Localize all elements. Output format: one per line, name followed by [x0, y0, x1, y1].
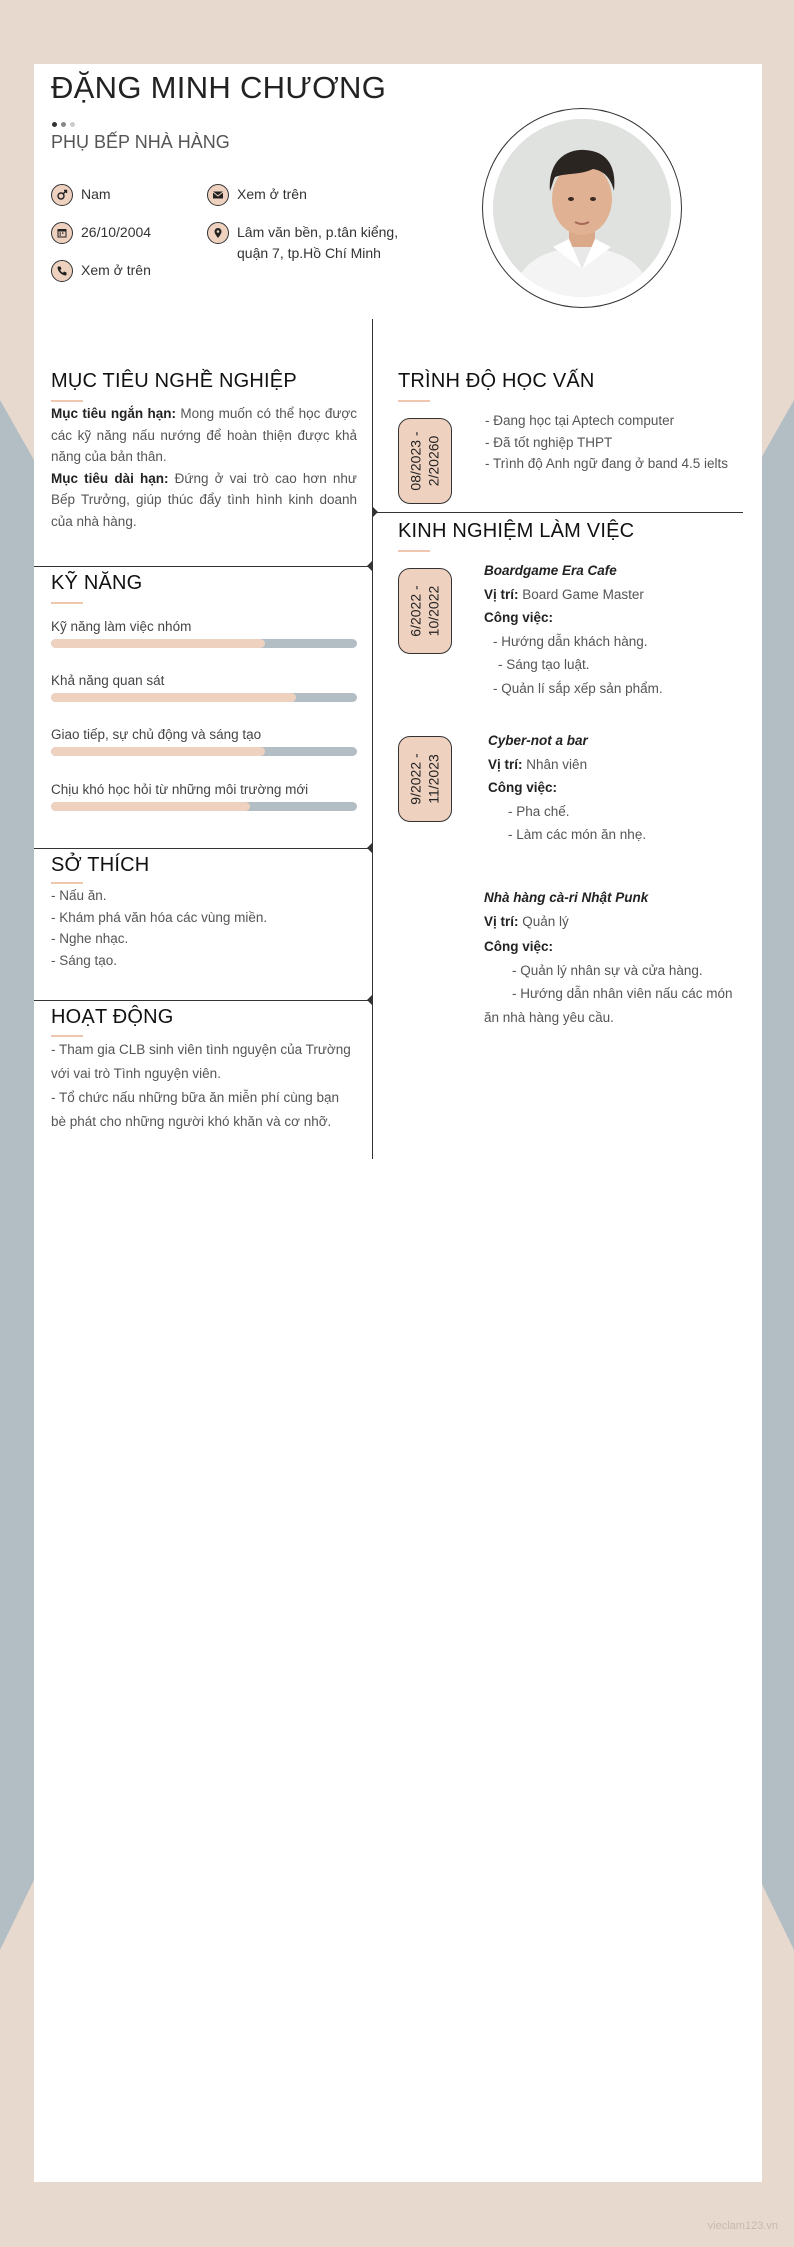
skill-bar	[51, 802, 357, 811]
duty-item: - Pha chế.	[508, 803, 570, 819]
divider-hobbies	[34, 848, 372, 849]
gender-value: Nam	[81, 186, 111, 202]
duty-item: - Làm các món ăn nhẹ.	[508, 827, 647, 842]
skill-bar-fill	[51, 802, 250, 811]
skill-bar-fill	[51, 693, 296, 702]
skill-label: Giao tiếp, sự chủ động và sáng tạo	[51, 727, 262, 742]
date-to: 10/2022	[426, 585, 442, 637]
duties-label: Công việc:	[488, 780, 558, 795]
date-from: 6/2022 -	[408, 585, 424, 637]
divider-skills	[34, 566, 372, 567]
gender-info	[51, 184, 111, 206]
list-item: - Khám phá văn hóa các vùng miền.	[51, 909, 268, 925]
skill-bar	[51, 639, 357, 648]
duties-label: Công việc:	[484, 939, 554, 954]
job-date	[398, 568, 452, 654]
date-to: 2/20260	[426, 435, 443, 487]
phone-icon	[51, 260, 73, 282]
company-name: Boardgame Era Cafe	[484, 563, 617, 578]
background-shape-right	[760, 400, 794, 1950]
education-heading: TRÌNH ĐỘ HỌC VẤN	[398, 370, 595, 392]
skill-bar	[51, 693, 357, 702]
list-item: - Đang học tại Aptech computer	[485, 413, 675, 428]
skill-label: Chịu khó học hỏi từ những môi trường mới	[51, 782, 309, 797]
divider-tick	[367, 843, 372, 853]
position-label: Vị trí:	[488, 756, 523, 772]
heading-underline	[51, 400, 83, 402]
career-text	[51, 403, 357, 532]
list-item: - Tổ chức nấu những bữa ăn miễn phí cùng bạn bè phát cho những người khó khăn và cơ nhỡ.	[51, 1090, 340, 1129]
short-term-text: Mong muốn có thể học được các kỹ năng nấu nướng để hoàn thiện được khả năng của bản thân.	[51, 406, 357, 464]
skill-label: Kỹ năng làm việc nhóm	[51, 619, 192, 634]
location-pin-icon	[207, 222, 229, 244]
duty-item: - Sáng tạo luật.	[498, 657, 590, 672]
job-title: PHỤ BẾP NHÀ HÀNG	[51, 132, 230, 152]
duty-item: - Hướng dẫn nhân viên nấu các món ăn nhà hàng yêu cầu.	[484, 986, 733, 1025]
address-info	[207, 222, 398, 264]
skill-bar-fill	[51, 747, 265, 756]
address-line-1: Lâm văn bền, p.tân kiểng,	[237, 224, 399, 240]
candidate-name: ĐẶNG MINH CHƯƠNG	[51, 70, 387, 105]
education-list	[485, 410, 745, 475]
gender-icon	[51, 184, 73, 206]
hobbies-list	[51, 885, 357, 971]
list-item: - Tham gia CLB sinh viên tình nguyện của Trường với vai trò Tình nguyện viên.	[51, 1042, 351, 1081]
job-entry	[484, 559, 744, 700]
phone-value[interactable]: Xem ở trên	[81, 262, 151, 278]
skill-bar-fill	[51, 639, 265, 648]
hobbies-heading: SỞ THÍCH	[51, 854, 150, 876]
background-shape-left	[0, 400, 34, 1950]
skill-bar	[51, 747, 357, 756]
duties-label: Công việc:	[484, 610, 554, 625]
short-term-label: Mục tiêu ngắn hạn:	[51, 406, 176, 421]
divider-experience	[373, 512, 743, 513]
job-date	[398, 736, 452, 822]
duty-item: - Quản lý nhân sự và cửa hàng.	[512, 962, 703, 978]
list-item: - Nghe nhạc.	[51, 931, 129, 946]
activities-heading: HOẠT ĐỘNG	[51, 1006, 174, 1028]
education-date	[398, 418, 452, 504]
birthday-value: 26/10/2004	[81, 224, 152, 240]
birthday-info	[51, 222, 151, 244]
profile-photo	[493, 119, 671, 297]
skill-label: Khả năng quan sát	[51, 673, 165, 688]
calendar-icon	[51, 222, 73, 244]
position-value: Quản lý	[522, 913, 569, 929]
phone-info	[51, 260, 151, 282]
heading-underline	[398, 550, 430, 552]
email-info	[207, 184, 307, 206]
long-term-text: Đứng ở vai trò cao hơn như Bếp Trưởng, giúp thúc đẩy tình hình kinh doanh của nhà hàng.	[51, 470, 357, 529]
divider-tick	[373, 507, 378, 517]
duty-item: - Hướng dẫn khách hàng.	[493, 633, 648, 649]
job-entry	[488, 729, 744, 847]
list-item: - Sáng tạo.	[51, 952, 118, 968]
job-entry	[484, 886, 744, 1029]
long-term-label: Mục tiêu dài hạn:	[51, 470, 169, 486]
email-icon	[207, 184, 229, 206]
activities-list	[51, 1038, 357, 1134]
position-value: Nhân viên	[526, 756, 588, 772]
address-line-2: quận 7, tp.Hồ Chí Minh	[237, 245, 381, 261]
list-item: - Đã tốt nghiệp THPT	[485, 434, 613, 450]
date-from: 9/2022 -	[408, 753, 424, 805]
skills-heading: KỸ NĂNG	[51, 572, 143, 594]
date-to: 11/2023	[426, 754, 442, 804]
cv-sheet	[34, 64, 762, 2182]
position-label: Vị trí:	[484, 913, 519, 929]
heading-underline	[398, 400, 430, 402]
divider-tick	[367, 995, 372, 1005]
company-name: Nhà hàng cà-ri Nhật Punk	[484, 890, 649, 905]
divider-tick	[367, 561, 372, 571]
date-from: 08/2023 -	[408, 431, 425, 491]
career-heading: MỤC TIÊU NGHỀ NGHIỆP	[51, 370, 297, 392]
company-name: Cyber-not a bar	[488, 733, 588, 748]
section-divider-vertical	[372, 319, 373, 1159]
position-value: Board Game Master	[522, 586, 644, 602]
divider-activities	[34, 1000, 372, 1001]
watermark: vieclam123.vn	[707, 2220, 778, 2232]
profile-photo-frame	[482, 108, 682, 308]
heading-underline	[51, 882, 83, 884]
email-value[interactable]: Xem ở trên	[237, 186, 307, 202]
decorative-dots	[52, 114, 79, 132]
experience-heading: KINH NGHIỆM LÀM VIỆC	[398, 520, 635, 542]
heading-underline	[51, 602, 83, 604]
position-label: Vị trí:	[484, 586, 519, 602]
list-item: - Nấu ăn.	[51, 888, 107, 903]
heading-underline	[51, 1035, 83, 1037]
list-item: - Trình độ Anh ngữ đang ở band 4.5 ielts	[485, 456, 729, 471]
duty-item: - Quản lí sắp xếp sản phẩm.	[493, 680, 663, 696]
